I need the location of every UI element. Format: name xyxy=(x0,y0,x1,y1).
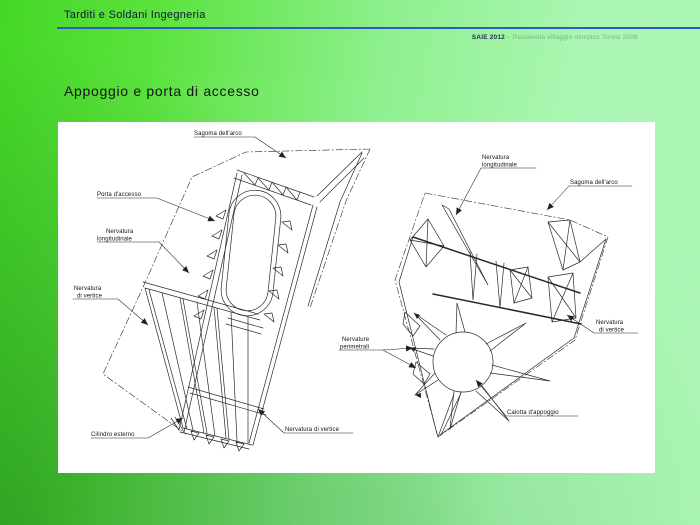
cylinder-body-lines xyxy=(143,282,266,449)
event-caption-text: – Passerella villaggio olimpico Torino 2006 xyxy=(507,34,638,41)
right-technical-drawing xyxy=(339,155,638,437)
header-event-caption xyxy=(0,34,638,41)
header-divider-line xyxy=(57,27,700,29)
label-nervatura-long-right-2: longitudinale xyxy=(482,162,517,169)
label-nervatura-vert-left-1: Nervatura xyxy=(74,286,102,292)
slide-title: Appoggio e porta di accesso xyxy=(64,83,260,99)
label-nervatura-vert-basso: Nervatura di vertice xyxy=(285,427,340,433)
leader-sagoma-arco-right xyxy=(547,186,632,210)
label-calotta-appoggio: Calotta d'appoggio xyxy=(507,410,559,416)
label-sagoma-arco-right: Sagoma dell'arco xyxy=(570,180,618,186)
left-technical-drawing xyxy=(73,131,370,451)
leader-nervatura-longitudinale-right xyxy=(456,168,536,215)
event-code: SAIE 2012 xyxy=(471,34,506,41)
label-porta-accesso: Porta d'accesso xyxy=(97,192,142,198)
label-nervature-perimetrali-1: Nervature xyxy=(342,337,370,343)
label-nervatura-long-right-1: Nervatura xyxy=(482,155,510,161)
main-ridge-lines xyxy=(413,237,581,324)
leader-nervatura-longitudinale-left xyxy=(97,242,189,273)
access-door-inner-contour xyxy=(224,193,278,313)
label-sagoma-arco-left: Sagoma dell'arco xyxy=(194,131,242,137)
label-cilindro-esterno: Cilindro esterno xyxy=(91,432,135,438)
label-nervature-perimetrali-2: perimetrali xyxy=(340,344,370,351)
door-flank-ribs xyxy=(194,210,292,322)
label-nervatura-long-left-1: Nervatura xyxy=(106,229,134,235)
label-nervatura-vert-left-2: di vertice xyxy=(77,293,103,300)
label-nervatura-vert-right-1: Nervatura xyxy=(596,320,624,326)
technical-drawings-svg xyxy=(58,122,655,473)
leader-sagoma-arco-left xyxy=(194,137,286,158)
leader-nervature-perimetrali-b xyxy=(383,350,416,368)
leader-porta-accesso xyxy=(97,198,215,221)
content-panel xyxy=(58,122,655,473)
support-cap-circle xyxy=(433,332,493,392)
leader-nervatura-vertice-left xyxy=(73,299,148,325)
label-nervatura-vert-right-2: di vertice xyxy=(599,327,625,334)
label-nervatura-long-left-2: longitudinale xyxy=(97,236,132,243)
header-company-name: Tarditi e Soldani Ingegneria xyxy=(64,9,206,21)
top-face-panels xyxy=(410,205,606,285)
top-slab-braces xyxy=(244,173,300,200)
